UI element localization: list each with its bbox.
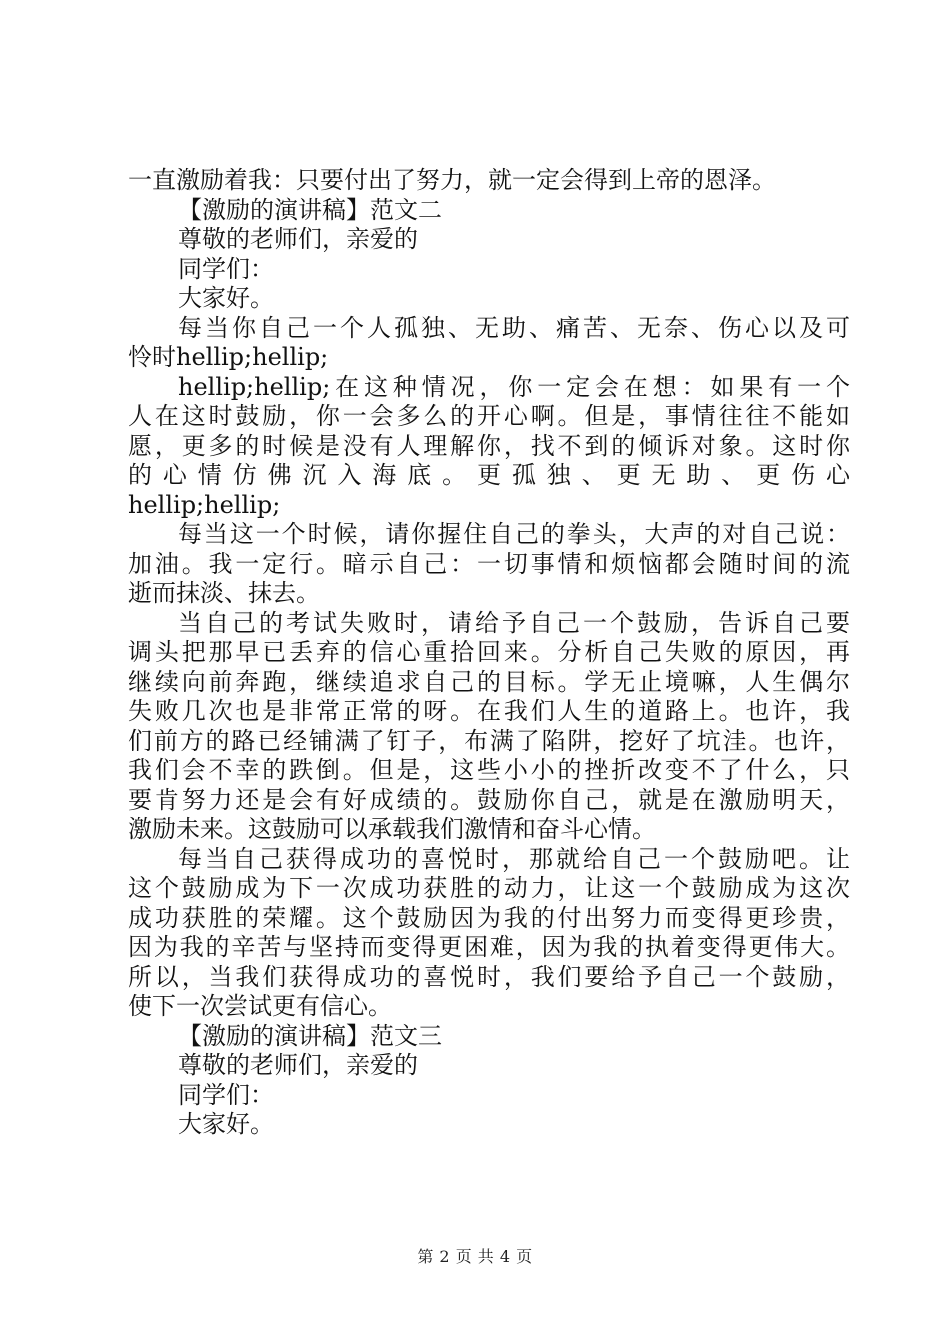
text-line: 激励未来。这鼓励可以承载我们激情和奋斗心情。 <box>128 815 656 843</box>
text-line: 【激励的演讲稿】范文二 <box>178 195 442 224</box>
text-line: 继续向前奔跑，继续追求自己的目标。学无止境嘛，人生偶尔 <box>128 667 850 696</box>
text-line: 每当自己获得成功的喜悦时，那就给自己一个鼓励吧。让 <box>178 844 850 873</box>
text-line: 失败几次也是非常正常的呀。在我们人生的道路上。也许，我 <box>128 697 850 725</box>
text-line: 加油。我一定行。暗示自己：一切事情和烦恼都会随时间的流 <box>128 549 850 578</box>
text-line: 怜时hellip;hellip; <box>128 343 329 371</box>
text-line: 一直激励着我：只要付出了努力，就一定会得到上帝的恩泽。 <box>128 166 776 194</box>
text-line: 的心情仿佛沉入海底。更孤独、更无助、更伤心 <box>128 461 850 489</box>
text-line: 大家好。 <box>178 1110 274 1138</box>
text-line: hellip;hellip;在这种情况，你一定会在想：如果有一个 <box>178 372 850 401</box>
text-line: 【激励的演讲稿】范文三 <box>178 1021 442 1050</box>
page-number-label: 第 2 页 共 4 页 <box>417 1247 533 1266</box>
text-line: 同学们： <box>178 1080 274 1109</box>
text-line: 人在这时鼓励，你一会多么的开心啊。但是，事情往往不能如 <box>128 402 850 430</box>
text-line: 每当这一个时候，请你握住自己的拳头，大声的对自己说： <box>178 520 850 548</box>
text-line: 当自己的考试失败时，请给予自己一个鼓励，告诉自己要 <box>178 608 850 637</box>
text-line: 我们会不幸的跌倒。但是，这些小小的挫折改变不了什么，只 <box>128 756 850 784</box>
text-line: 逝而抹淡、抹去。 <box>128 579 320 607</box>
text-line: 每当你自己一个人孤独、无助、痛苦、无奈、伤心以及可 <box>178 313 850 342</box>
text-line: 使下一次尝试更有信心。 <box>128 992 392 1020</box>
text-line: 调头把那早已丢弃的信心重拾回来。分析自己失败的原因，再 <box>128 638 850 666</box>
text-line: 要肯努力还是会有好成绩的。鼓励你自己，就是在激励明天， <box>128 785 850 814</box>
text-line: 尊敬的老师们，亲爱的 <box>178 1051 418 1079</box>
text-line: hellip;hellip; <box>128 490 281 519</box>
text-line: 尊敬的老师们，亲爱的 <box>178 225 418 253</box>
text-line: 同学们： <box>178 254 274 283</box>
text-line: 成功获胜的荣耀。这个鼓励因为我的付出努力而变得更珍贵， <box>128 903 850 932</box>
text-line: 所以，当我们获得成功的喜悦时，我们要给予自己一个鼓励， <box>128 962 850 991</box>
text-line: 愿，更多的时候是没有人理解你，找不到的倾诉对象。这时你 <box>128 431 850 460</box>
page-footer <box>0 1244 950 1267</box>
text-line: 这个鼓励成为下一次成功获胜的动力，让这一个鼓励成为这次 <box>128 874 850 902</box>
document-body <box>128 166 850 1140</box>
text-line: 大家好。 <box>178 284 274 312</box>
text-line: 因为我的辛苦与坚持而变得更困难，因为我的执着变得更伟大。 <box>128 933 850 961</box>
text-line: 们前方的路已经铺满了钉子，布满了陷阱，挖好了坑洼。也许， <box>128 726 850 755</box>
